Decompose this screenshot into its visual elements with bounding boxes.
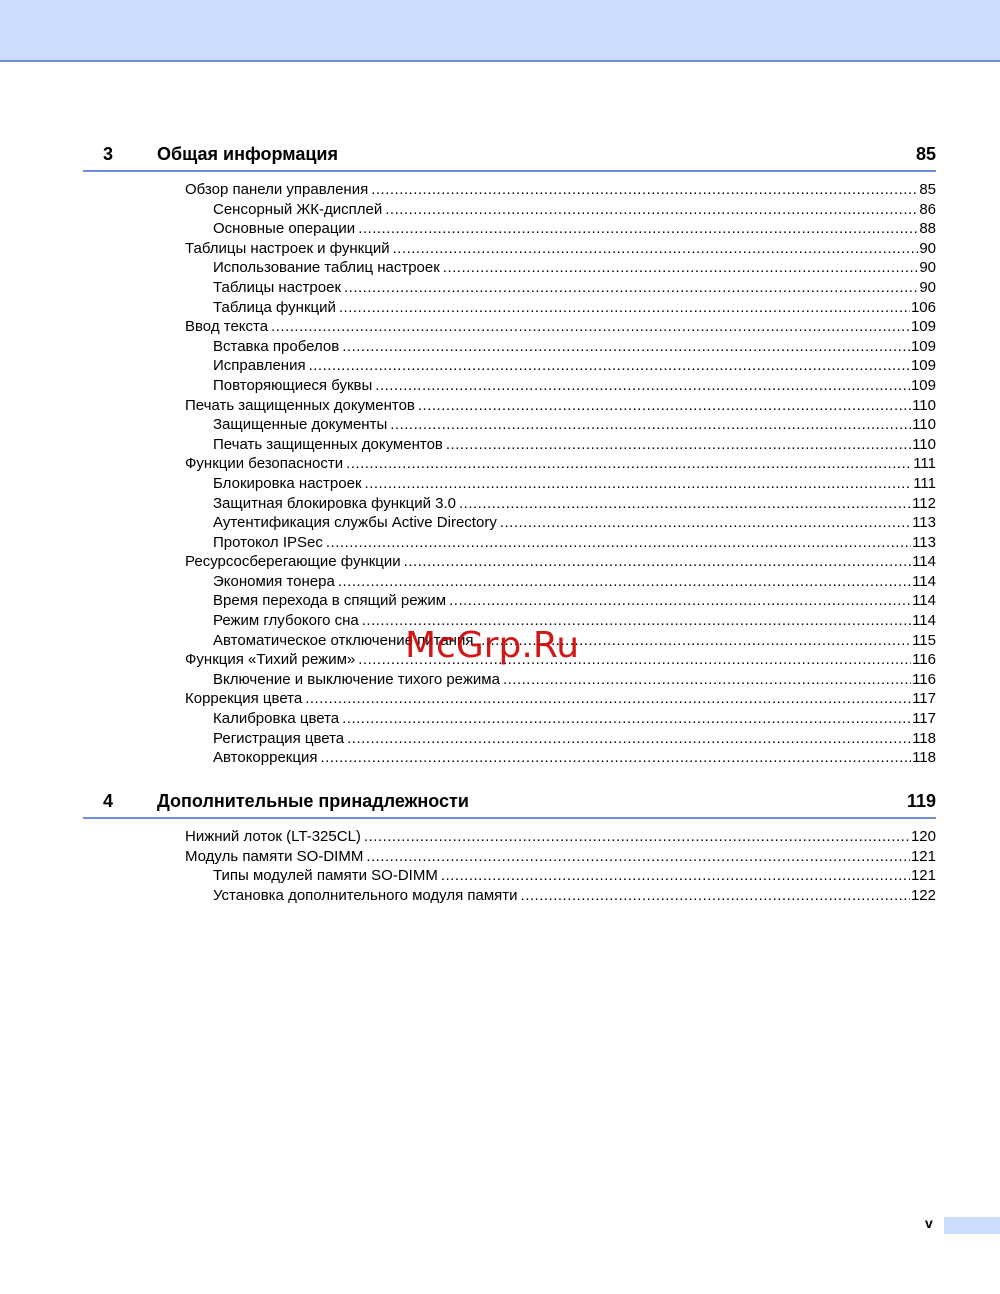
toc-entry-page: 110: [912, 396, 936, 414]
toc-entry-page: 116: [912, 651, 936, 669]
toc-leader-dots: [326, 533, 911, 553]
toc-entry-title: Функции безопасности: [185, 455, 344, 473]
chapter-page: 85: [915, 144, 936, 164]
toc-entry-page: 114: [912, 553, 936, 571]
toc-entry[interactable]: [185, 552, 936, 572]
page-tab: [944, 1217, 1000, 1234]
toc-entry-page: 85: [919, 181, 936, 198]
toc-entry-page: 111: [913, 474, 936, 492]
toc-leader-dots: [338, 572, 911, 592]
toc-entry-page: 117: [912, 710, 936, 728]
toc-entry[interactable]: [185, 513, 936, 533]
toc-entry[interactable]: [185, 847, 936, 867]
toc-leader-dots: [459, 494, 911, 514]
chapter-page: 119: [906, 791, 936, 811]
toc-entry-page: 118: [912, 749, 936, 767]
toc-entry[interactable]: [185, 454, 936, 474]
toc-entry[interactable]: [185, 415, 936, 435]
toc-entry[interactable]: [185, 572, 936, 592]
toc-entry[interactable]: [185, 435, 936, 455]
toc-entry-page: 120: [910, 828, 936, 845]
toc-leader-dots: [358, 219, 918, 239]
chapter-3-toc: [185, 180, 936, 768]
toc-entry[interactable]: [185, 866, 936, 886]
toc-leader-dots: [446, 435, 911, 455]
toc-entry[interactable]: [185, 396, 936, 416]
toc-entry-page: 111: [913, 455, 936, 473]
toc-leader-dots: [365, 474, 913, 494]
toc-leader-dots: [500, 513, 911, 533]
toc-entry[interactable]: [185, 317, 936, 337]
toc-entry[interactable]: [185, 748, 936, 768]
toc-entry-page: 109: [910, 357, 936, 375]
toc-entry-page: 90: [919, 239, 936, 257]
toc-entry-title: Повторяющиеся буквы: [213, 376, 373, 394]
toc-leader-dots: [305, 689, 911, 709]
toc-entry-page: 110: [912, 435, 936, 453]
toc-entry[interactable]: [185, 298, 936, 318]
toc-entry[interactable]: [185, 278, 936, 298]
toc-entry-title: Обзор панели управления: [185, 181, 369, 198]
toc-leader-dots: [339, 298, 910, 318]
toc-entry-title: Регистрация цвета: [213, 729, 345, 747]
toc-leader-dots: [342, 709, 911, 729]
toc-leader-dots: [320, 748, 911, 768]
toc-entry-title: Защитная блокировка функций 3.0: [213, 494, 456, 512]
toc-leader-dots: [521, 886, 910, 906]
header-band: [0, 0, 1000, 62]
toc-leader-dots: [393, 239, 919, 259]
toc-entry-title: Таблица функций: [213, 298, 336, 316]
chapter-number: 3: [103, 144, 114, 164]
toc-leader-dots: [344, 278, 918, 298]
toc-leader-dots: [390, 415, 911, 435]
toc-entry-page: 122: [910, 886, 936, 904]
toc-entry-page: 109: [910, 337, 936, 355]
toc-entry-page: 114: [912, 592, 936, 610]
toc-entry-page: 118: [912, 729, 936, 747]
toc-entry[interactable]: [185, 886, 936, 906]
toc-entry-title: Таблицы настроек и функций: [185, 239, 390, 257]
toc-leader-dots: [271, 317, 910, 337]
toc-entry-title: Калибровка цвета: [213, 710, 340, 728]
toc-leader-dots: [346, 454, 912, 474]
toc-entry[interactable]: [185, 533, 936, 553]
toc-leader-dots: [366, 847, 910, 867]
toc-entry[interactable]: [185, 376, 936, 396]
chapter-number: 4: [103, 791, 114, 811]
toc-entry-title: Сенсорный ЖК-дисплей: [213, 200, 383, 218]
toc-leader-dots: [371, 180, 918, 200]
toc-leader-dots: [375, 376, 910, 396]
toc-leader-dots: [503, 670, 911, 690]
chapter-title: Общая информация: [157, 144, 338, 164]
toc-entry[interactable]: [185, 474, 936, 494]
toc-entry-title: Протокол IPSec: [213, 533, 323, 551]
toc-entry-page: 90: [919, 259, 936, 277]
toc-entry-page: 117: [912, 690, 936, 708]
toc-leader-dots: [364, 827, 910, 847]
toc-leader-dots: [342, 337, 910, 357]
toc-entry-title: Вставка пробелов: [213, 337, 340, 355]
toc-leader-dots: [385, 200, 918, 220]
toc-entry-page: 121: [910, 847, 936, 865]
toc-entry-page: 116: [912, 670, 936, 688]
toc-entry-page: 115: [912, 631, 936, 649]
toc-entry-title: Коррекция цвета: [185, 690, 303, 708]
toc-entry-page: 114: [912, 572, 936, 590]
toc-entry-title: Установка дополнительного модуля памяти: [213, 886, 518, 904]
toc-leader-dots: [418, 396, 911, 416]
toc-entry-title: Защищенные документы: [213, 416, 388, 434]
toc-entry[interactable]: [185, 827, 936, 847]
toc-entry-title: Исправления: [213, 357, 306, 375]
toc-entry-page: 86: [919, 200, 936, 218]
chapter-title: Дополнительные принадлежности: [157, 791, 469, 811]
toc-entry-title: Режим глубокого сна: [213, 612, 359, 630]
toc-entry-title: Экономия тонера: [213, 572, 335, 590]
toc-leader-dots: [347, 729, 911, 749]
toc-entry-page: 114: [912, 612, 936, 630]
chapter-4-heading[interactable]: [83, 787, 936, 819]
toc-entry[interactable]: [185, 219, 936, 239]
toc-entry-title: Использование таблиц настроек: [213, 259, 440, 277]
toc-entry[interactable]: [185, 356, 936, 376]
toc-entry-title: Время перехода в спящий режим: [213, 592, 447, 610]
toc-entry-title: Печать защищенных документов: [185, 396, 415, 414]
toc-entry[interactable]: [185, 670, 936, 690]
toc-entry-page: 106: [910, 298, 936, 316]
toc-entry[interactable]: [185, 239, 936, 259]
chapter-4-toc: [185, 827, 936, 905]
toc-entry[interactable]: [185, 180, 936, 200]
toc-entry[interactable]: [185, 591, 936, 611]
toc-entry[interactable]: [185, 258, 936, 278]
toc-entry-title: Функция «Тихий режим»: [185, 651, 356, 669]
toc-leader-dots: [443, 258, 919, 278]
toc-entry-page: 90: [919, 278, 936, 296]
toc-entry[interactable]: [185, 337, 936, 357]
toc-leader-dots: [441, 866, 910, 886]
toc-entry-title: Ввод текста: [185, 318, 269, 336]
toc-entry-title: Модуль памяти SO-DIMM: [185, 847, 364, 865]
watermark: McGrp.Ru: [405, 625, 580, 666]
toc-entry-page: 113: [912, 533, 936, 551]
toc-entry-title: Основные операции: [213, 220, 356, 238]
toc-entry-title: Включение и выключение тихого режима: [213, 670, 500, 688]
toc-leader-dots: [404, 552, 911, 572]
toc-entry-title: Ресурсосберегающие функции: [185, 553, 401, 571]
toc-entry-title: Таблицы настроек: [213, 278, 342, 296]
toc-entry-title: Блокировка настроек: [213, 474, 362, 492]
toc-entry[interactable]: [185, 689, 936, 709]
toc-entry-title: Печать защищенных документов: [213, 435, 443, 453]
chapter-3-heading[interactable]: [83, 140, 936, 172]
toc-entry[interactable]: [185, 200, 936, 220]
toc-entry[interactable]: [185, 494, 936, 514]
toc-leader-dots: [449, 591, 911, 611]
toc-leader-dots: [309, 356, 910, 376]
page-number: v: [925, 1215, 933, 1231]
toc-entry-title: Аутентификация службы Active Directory: [213, 514, 497, 532]
toc-entry-title: Автоматическое отключение питания: [213, 631, 474, 649]
toc-entry-page: 113: [912, 514, 936, 532]
toc-entry-page: 109: [910, 318, 936, 336]
toc-entry-page: 112: [912, 494, 936, 512]
toc-entry-page: 109: [910, 376, 936, 394]
toc-entry-page: 121: [910, 867, 936, 885]
toc-entry-title: Типы модулей памяти SO-DIMM: [213, 867, 438, 885]
toc-entry-title: Нижний лоток (LT-325CL): [185, 828, 361, 845]
toc-entry-page: 110: [912, 416, 936, 434]
toc-entry[interactable]: [185, 709, 936, 729]
toc-entry-title: Автокоррекция: [213, 749, 318, 767]
toc-entry[interactable]: [185, 729, 936, 749]
toc-entry-page: 88: [919, 220, 936, 238]
